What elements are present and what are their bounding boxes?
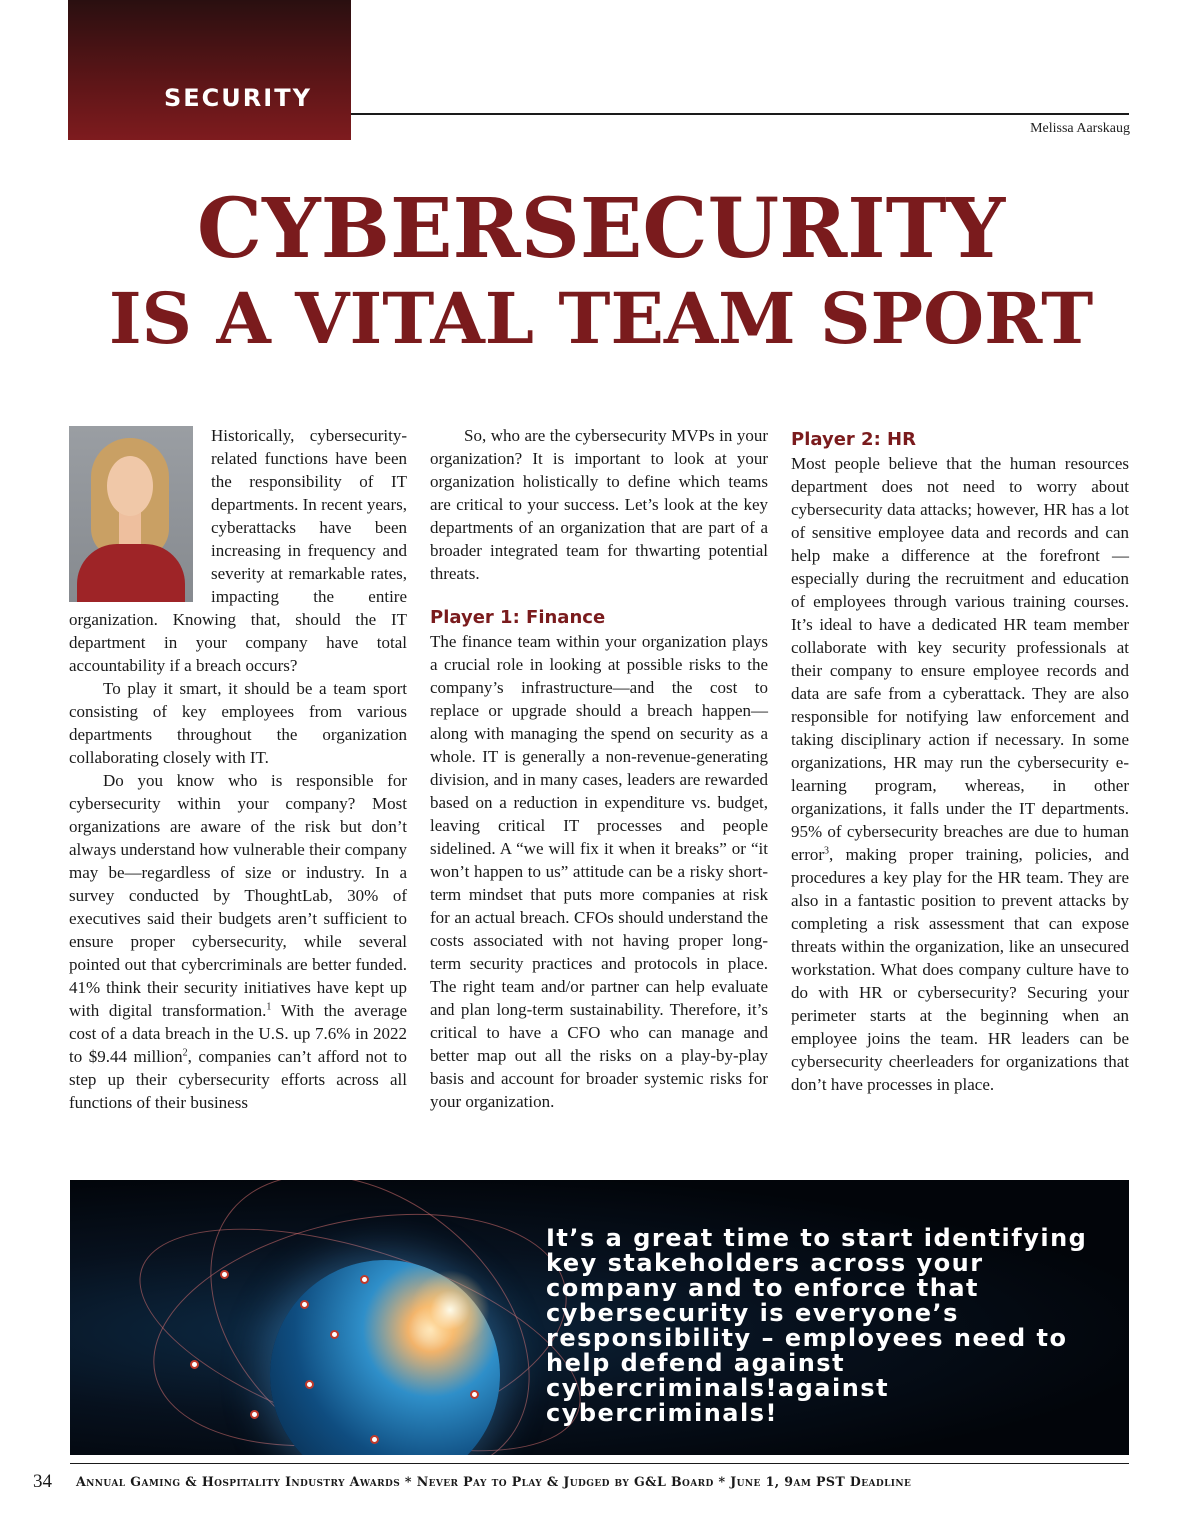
section-heading-finance: Player 1: Finance [430, 607, 606, 628]
network-node-icon [300, 1300, 309, 1309]
callout-banner [70, 1180, 1129, 1455]
callout-text: It’s a great time to start identifying key stakeholders across your company and to enforce that cybersecurity is everyone’s responsibility – employees need to help defend against cybercriminals!against cybercriminals! [546, 1224, 1088, 1427]
paragraph: The finance team within your organization plays a crucial role in looking at possible risks to the company’s infrastructure—and the cost to replace or upgrade should a breach happen—along with managing the spend on security as a whole. IT is generally a non-revenue-generating division, and in many cases, leaders are rewarded based on a reduction in expenditure vs. budget, leaving critical IT processes and people sidelined. A “we will fix it when it breaks” or “it won’t happen to us” attitude can be a risky short-term mindset that puts more companies at risk for an actual breach. CFOs should understand the costs associated with not having proper long-term security practices and protocols in place. The right team and/or partner can help evaluate and plan long-term sustainability. Therefore, it’s critical to have a CFO who can manage and better map out all the risks on a play-by-play basis and account for broader systemic risks for your organization. [430, 632, 768, 1111]
paragraph: Historically, cybersecurity-related functions have been the responsibility of IT departments. In recent years, cyberattacks have been increasing in frequency and severity at remarkable rates, impacting the entire organization. Knowing that, should the IT department in your company have total accountability if a breach occurs? [69, 426, 407, 675]
section-label: SECURITY [164, 84, 312, 112]
page-number: 34 [33, 1471, 52, 1492]
network-node-icon [330, 1330, 339, 1339]
network-node-icon [370, 1435, 379, 1444]
network-node-icon [190, 1360, 199, 1369]
footer-rule [70, 1463, 1129, 1464]
footnote-ref: 1 [266, 1001, 272, 1013]
network-node-icon [220, 1270, 229, 1279]
network-node-icon [250, 1410, 259, 1419]
article-column-3 [791, 428, 1129, 1096]
section-header-box [68, 0, 351, 140]
article-column-2 [430, 424, 768, 1113]
article-title-line2: IS A VITAL TEAM SPORT [108, 277, 1094, 360]
header-rule [351, 113, 1129, 115]
network-node-icon [305, 1380, 314, 1389]
paragraph: To play it smart, it should be a team sport consisting of key employees from various departments throughout the organization collaborating closely with IT. [69, 679, 407, 767]
footer-tagline: Annual Gaming & Hospitality Industry Awards * Never Pay to Play & Judged by G&L Board * June 1, 9am PST Deadline [76, 1474, 912, 1489]
network-node-icon [360, 1275, 369, 1284]
paragraph: Do you know who is responsible for cybersecurity within your company? Most organizations are aware of the risk but don’t always understand how vulnerable their company may be—regardless of size or industry. In a survey conducted by ThoughtLab, 30% of executives said their budgets aren’t sufficient to ensure proper cybersecurity, while several pointed out that cybercriminals are better funded. 41% think their security initiatives have kept up with digital transformation.$^1$ With the average cost of a data breach in the U.S. up 7.6% in 2022 to $9.44 million$^2$, companies can’t afford not to step up their cybersecurity efforts across all functions of their business [69, 771, 407, 1112]
footnote-ref: 3 [824, 845, 830, 857]
article-column-1 [69, 424, 407, 1114]
light-flare [410, 1270, 490, 1350]
paragraph: So, who are the cybersecurity MVPs in your organization? It is important to look at your organization holistically to define which teams are critical to your success. Let’s look at the key departments of an organization that are part of a broader integrated team for thwarting potential threats. [430, 426, 768, 583]
footnote-ref: 2 [182, 1047, 188, 1059]
byline: Melissa Aarskaug [1030, 121, 1130, 136]
author-photo [69, 426, 193, 602]
paragraph: Most people believe that the human resources department does not need to worry about cybersecurity data attacks; however, HR has a lot of sensitive employee data and records and can help make a difference at the forefront —especially during the recruitment and education of employees through various training courses. It’s ideal to have a dedicated HR team member collaborate with key security professionals at their company to ensure employee records and data are safe from a cyberattack. They are also responsible for notifying law enforcement and taking disciplinary action if necessary. In some organizations, HR may run the cybersecurity e-learning program, whereas, in other organizations, it falls under the IT departments. 95% of cybersecurity breaches are due to human error$^3$, making proper training, policies, and procedures a key play for the HR team. They are also in a fantastic position to prevent attacks by completing a risk assessment that can expose threats within the organization, like an unsecured workstation. What does company culture have to do with HR or cybersecurity? Securing your perimeter starts at the beginning when an employee joins the team. HR leaders can be cybersecurity cheerleaders for organizations that don’t have processes in place. [791, 454, 1129, 1094]
network-node-icon [470, 1390, 479, 1399]
section-heading-hr: Player 2: HR [791, 429, 916, 450]
article-title-line1: CYBERSECURITY [196, 181, 1006, 277]
